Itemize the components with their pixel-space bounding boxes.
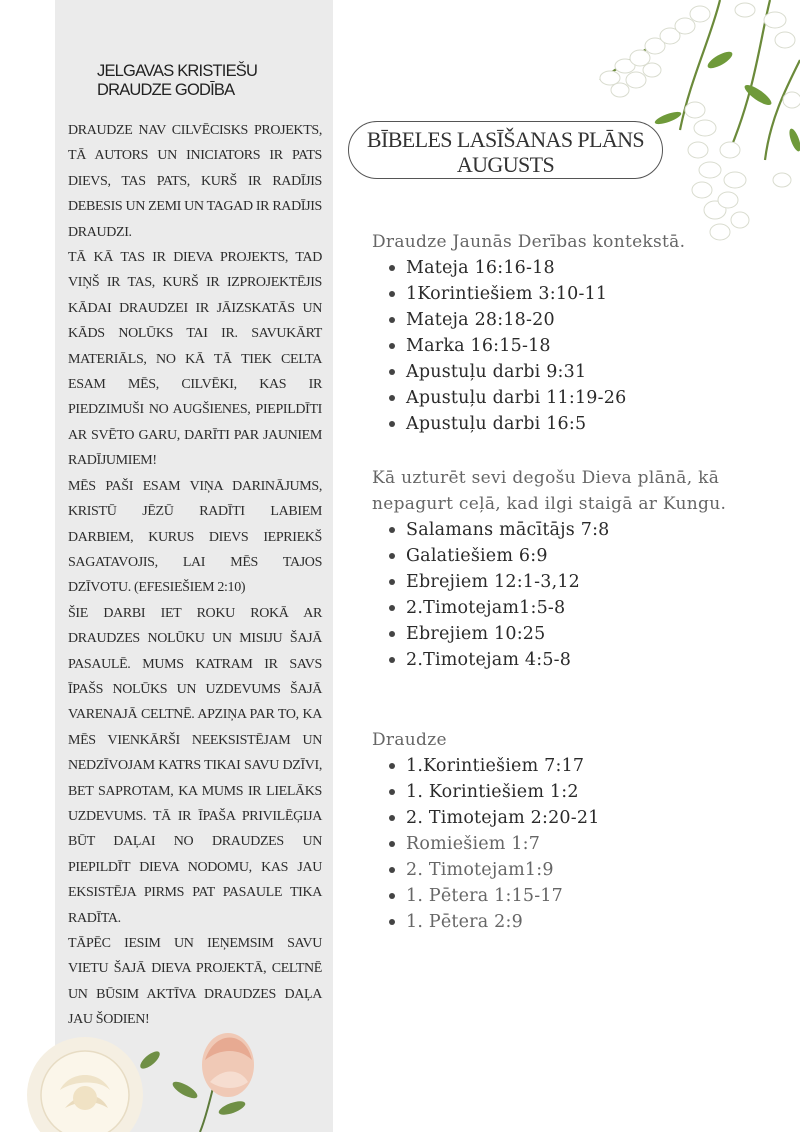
list-item [372, 517, 792, 543]
bullet-icon [389, 867, 395, 873]
list-item [372, 595, 792, 621]
list-item [372, 255, 685, 281]
section-heading: Kā uzturēt sevi degošu Dieva plānā, kā nepagurt ceļā, kad ilgi staigā ar Kungu. [372, 468, 727, 514]
reading-list [372, 753, 600, 935]
section-nt-context [372, 229, 685, 437]
list-item [372, 883, 600, 909]
section-church [372, 727, 600, 935]
list-item [372, 831, 600, 857]
reading-reference: Romiešiem 1:7 [406, 834, 541, 854]
reading-reference: Galatiešiem 6:9 [406, 546, 548, 566]
reading-reference: Apustuļu darbi 16:5 [406, 414, 587, 434]
bullet-icon [389, 395, 395, 401]
list-item [372, 385, 685, 411]
reading-reference: Ebrejiem 10:25 [406, 624, 546, 644]
church-title-line1: JELGAVAS KRISTIEŠU [97, 62, 258, 80]
reading-plan-title-line1: BĪBELES LASĪŠANAS PLĀNS [366, 127, 645, 152]
reading-reference: 2. Timotejam 2:20-21 [406, 808, 600, 828]
list-item [372, 411, 685, 437]
description-paragraph: DRAUDZE NAV CILVĒCISKS PROJEKTS, TĀ AUTORS UN INICIATORS IR PATS DIEVS, TAS PATS, KURŠ IR RADĪJIS DEBESIS UN ZEMI UN TAGAD IR RADĪJIS DRAUDZI. [68, 123, 322, 240]
church-title [97, 62, 317, 100]
list-item [372, 805, 600, 831]
list-item [372, 647, 792, 673]
section-heading: Draudze Jaunās Derības kontekstā. [372, 232, 686, 252]
bullet-icon [389, 527, 395, 533]
reading-reference: Mateja 28:18-20 [406, 310, 555, 330]
reading-reference: 1. Pētera 2:9 [406, 912, 523, 932]
bullet-icon [389, 657, 395, 663]
reading-reference: Ebrejiem 12:1-3,12 [406, 572, 581, 592]
church-title-line2: DRAUDZE GODĪBA [97, 81, 235, 99]
reading-reference: 2.Timotejam1:5-8 [406, 598, 566, 618]
bullet-icon [389, 579, 395, 585]
acacia-flowers-image [570, 0, 800, 250]
reading-reference: Apustuļu darbi 9:31 [406, 362, 587, 382]
reading-reference: Apustuļu darbi 11:19-26 [406, 388, 627, 408]
reading-list [372, 255, 685, 437]
reading-plan-title-line2: AUGUSTS [456, 152, 555, 177]
description-paragraph: ŠIE DARBI IET ROKU ROKĀ AR DRAUDZES NOLŪKU UN MISIJU ŠAJĀ PASAULĒ. MUMS KATRAM IR SAVS ĪPAŠS NOLŪKS UN UZDEVUMS ŠAJĀ VARENAJĀ CELTNĒ. APZIŅA PAR TO, KA MĒS VIENKĀRŠI NEEKSISTĒJAM UN NEDZĪVOJAM KATRS TIKAI SAVU DZĪVI, BET SAPROTAM, KA MUMS IR LIELĀKS UZDEVUMS. TĀ IR ĪPAŠA PRIVILĒĢIJA BŪT DAĻAI NO DRAUDZES UN PIEPILDĪT DIEVA NODOMU, KAS JAU EKSISTĒJA PIRMS PAT PASAULE TIKA RADĪTA. [68, 605, 322, 926]
reading-reference: 1. Korintiešiem 1:2 [406, 782, 579, 802]
bullet-icon [389, 631, 395, 637]
bullet-icon [389, 789, 395, 795]
description-paragraph: TĀ KĀ TAS IR DIEVA PROJEKTS, TAD VIŅŠ IR TAS, KURŠ IR IZPROJEKTĒJIS KĀDAI DRAUDZEI IR JĀIZSKATĀS UN KĀDS NOLŪKS TAI IR. SAVUKĀRT MATERIĀLS, NO KĀ TĀ TIEK CELTA ESAM MĒS, CILVĒKI, KAS IR PIEDZIMUŠI NO AUGŠIENES, PIEPILDĪTI AR SVĒTO GARU, DARĪTI PAR JAUNIEM RADĪJUMIEM! [68, 250, 322, 469]
list-item [372, 307, 685, 333]
bullet-icon [389, 291, 395, 297]
reading-reference: Salamans mācītājs 7:8 [406, 520, 610, 540]
roses-image [0, 1020, 290, 1132]
reading-reference: 1.Korintiešiem 7:17 [406, 756, 585, 776]
list-item [372, 909, 600, 935]
list-item [372, 569, 792, 595]
list-item [372, 621, 792, 647]
section-stay-burning [372, 465, 792, 673]
list-item [372, 281, 685, 307]
description-paragraph: MĒS PAŠI ESAM VIŅA DARINĀJUMS, KRISTŪ JĒZŪ RADĪTI LABIEM DARBIEM, KURUS DIEVS IEPRIEKŠ SAGATAVOJIS, LAI MĒS TAJOS DZĪVOTU. (EFESIEŠIEM 2:10) [68, 478, 322, 596]
list-item [372, 779, 600, 805]
reading-reference: Marka 16:15-18 [406, 336, 551, 356]
list-item [372, 857, 600, 883]
bullet-icon [389, 421, 395, 427]
bullet-icon [389, 369, 395, 375]
section-heading: Draudze [372, 730, 447, 750]
bullet-icon [389, 893, 395, 899]
bullet-icon [389, 265, 395, 271]
reading-reference: 2. Timotejam1:9 [406, 860, 554, 880]
bullet-icon [389, 343, 395, 349]
reading-reference: Mateja 16:16-18 [406, 258, 555, 278]
bullet-icon [389, 919, 395, 925]
list-item [372, 359, 685, 385]
reading-reference: 1Korintiešiem 3:10-11 [406, 284, 608, 304]
church-description [68, 118, 322, 1033]
bullet-icon [389, 841, 395, 847]
list-item [372, 333, 685, 359]
bullet-icon [389, 553, 395, 559]
reading-list [372, 517, 792, 673]
reading-reference: 2.Timotejam 4:5-8 [406, 650, 572, 670]
bullet-icon [389, 815, 395, 821]
bullet-icon [389, 763, 395, 769]
bullet-icon [389, 317, 395, 323]
list-item [372, 753, 600, 779]
list-item [372, 543, 792, 569]
description-paragraph: TĀPĒC IESIM UN IEŅEMSIM SAVU VIETU ŠAJĀ DIEVA PROJEKTĀ, CELTNĒ UN BŪSIM AKTĪVA DRAUDZES DAĻA JAU ŠODIEN! [68, 936, 322, 1028]
reading-reference: 1. Pētera 1:15-17 [406, 886, 564, 906]
bullet-icon [389, 605, 395, 611]
